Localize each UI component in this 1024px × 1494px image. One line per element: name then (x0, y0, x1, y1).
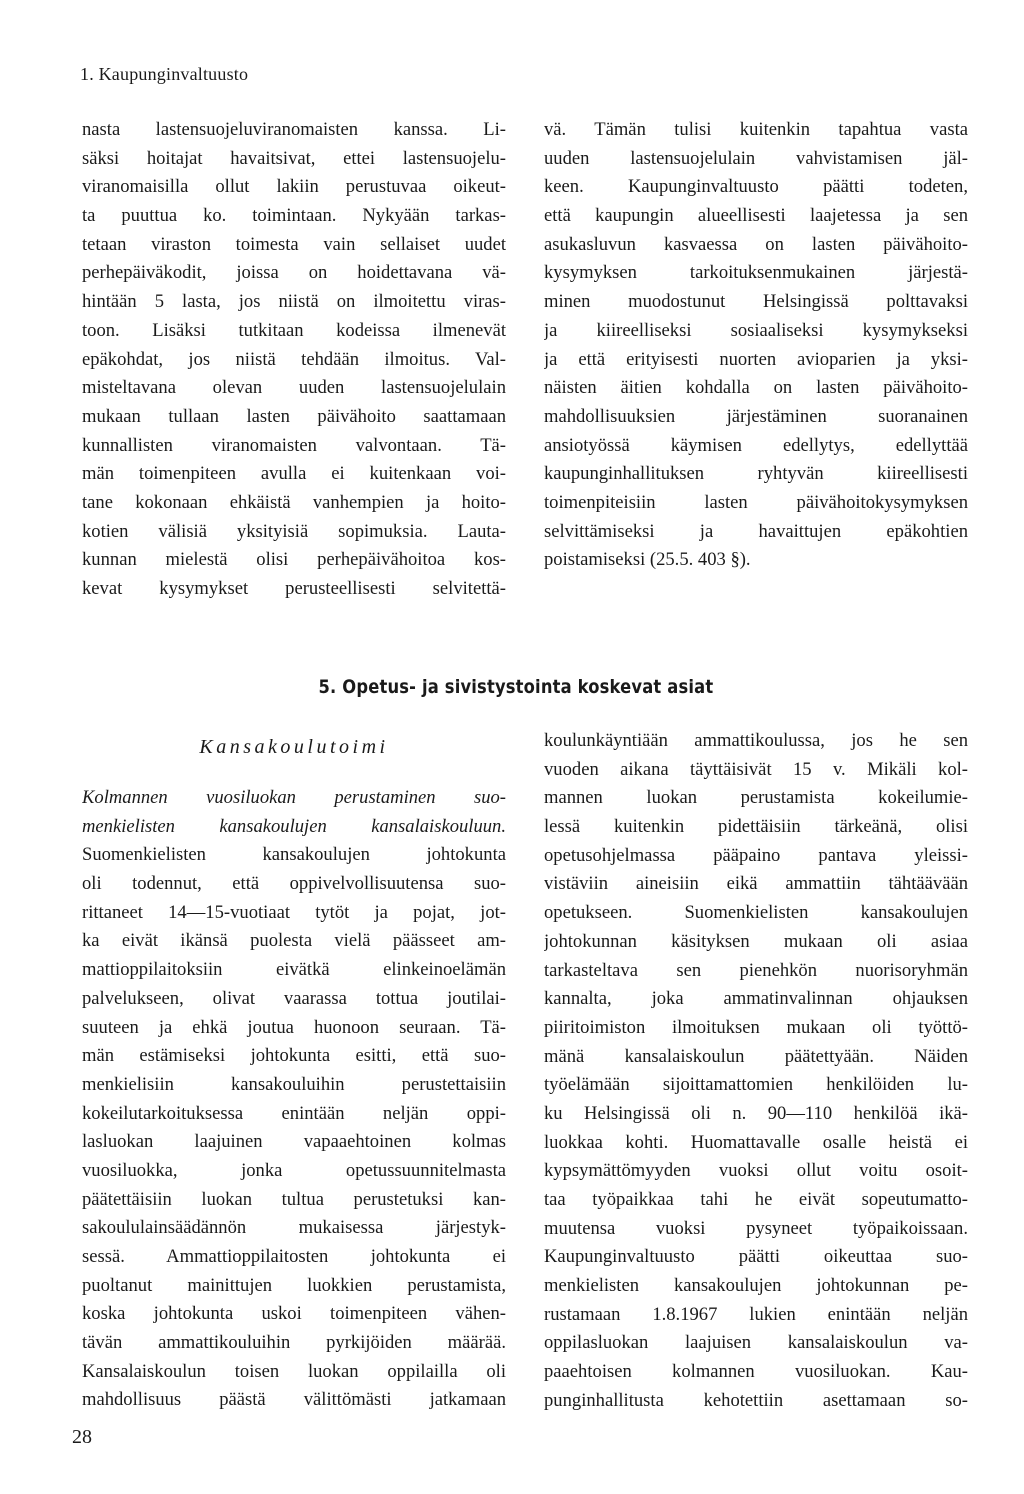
text-line: piiritoimiston ilmoituksen mukaan oli työttö- (544, 1016, 968, 1038)
text-line: säksi hoitajat havaitsivat, ettei lastensuojelu- (82, 147, 506, 169)
section-title: 5. Opetus- ja sivistystointa koskevat asiat (318, 676, 714, 698)
text-line: kotien välisiä yksityisiä sopimuksia. Lauta- (82, 520, 506, 542)
text-line: Suomenkielisten kansakoulujen johtokunta (82, 844, 506, 866)
text-line: viranomaisilla ollut lakiin perustuvaa oikeut- (82, 176, 506, 198)
text-line: johtokunnan käsityksen mukaan oli asiaa (544, 930, 968, 952)
text-line: luokkaa kohti. Huomattavalle osalle heistä ei (544, 1131, 968, 1153)
text-line: opetukseen. Suomenkielisten kansakoulujen (544, 902, 968, 924)
text-line: uuden lastensuojelulain vahvistamisen jäl- (544, 147, 968, 169)
text-line: vuoden aikana täyttäisivät 15 v. Mikäli kol- (544, 758, 968, 780)
text-line: kaupunginhallituksen ryhtyvän kiireellisesti (544, 463, 968, 485)
text-line: menkielisiin kansakouluihin perustettaisiin (82, 1073, 506, 1095)
text-line: vistäviin aineisiin eikä ammattiin tähtäävään (544, 873, 968, 895)
text-line: taa työpaikkaa tahi he eivät sopeutumatto- (544, 1189, 968, 1210)
subsection-heading: Kansakoulutoimi (199, 736, 389, 758)
text-line: poistamiseksi (25.5. 403 §). (544, 549, 751, 571)
text-line: muutensa vuoksi pysyneet työpaikoissaan. (544, 1217, 968, 1239)
text-line: menkielisten kansakoulujen johtokunnan pe- (544, 1275, 968, 1297)
text-line: palvelukseen, olivat vaarassa tottua joutilai- (82, 987, 506, 1009)
text-line: tetaan viraston toimesta vain sellaiset uudet (82, 233, 506, 255)
text-line: Kaupunginvaltuusto päätti oikeuttaa suo- (544, 1246, 968, 1268)
text-line: Kolmannen vuosiluokan perustaminen suo- (82, 787, 506, 808)
text-line: ta puuttua ko. toimintaan. Nykyään tarkas- (82, 205, 506, 227)
text-line: päätettäisiin luokan tultua perustetuksi kan- (82, 1188, 506, 1210)
text-line: suuteen ja ehkä joutua huonoon seuraan. Tä- (82, 1016, 506, 1038)
text-line: ja kiireelliseksi sosiaaliseksi kysymykseksi (544, 319, 968, 341)
text-line: Kansalaiskoulun toisen luokan oppilailla oli (82, 1360, 506, 1382)
text-line: punginhallitusta kehotettiin asettamaan so- (544, 1389, 968, 1411)
running-header: 1. Kaupunginvaltuusto (80, 64, 249, 84)
text-line: ka eivät ikänsä puolesta vielä päässeet am- (82, 930, 506, 952)
text-line: lessä kuitenkin pidettäisiin tärkeänä, olisi (544, 816, 968, 838)
text-line: mänä kansalaiskoulun päätettyään. Näiden (544, 1045, 968, 1067)
text-line: että kaupungin alueellisesti laajetessa ja sen (544, 205, 968, 227)
text-line: rustamaan 1.8.1967 lukien enintään neljän (544, 1303, 968, 1325)
text-line: rittaneet 14—15-vuotiaat tytöt ja pojat, jot- (82, 901, 506, 923)
text-line: kysymyksen tarkoituksenmukainen järjestä- (544, 262, 968, 284)
text-line: sakoululainsäädännön mukaisessa järjestyk- (82, 1217, 506, 1239)
text-line: toon. Lisäksi tutkitaan kodeissa ilmenevät (82, 319, 506, 341)
text-line: kokeilutarkoituksessa enintään neljän oppi- (82, 1102, 506, 1124)
text-line: paaehtoisen kolmannen vuosiluokan. Kau- (544, 1361, 968, 1383)
text-line: lasluokan laajuinen vapaaehtoinen kolmas (82, 1131, 506, 1153)
text-line: vä. Tämän tulisi kuitenkin tapahtua vasta (544, 119, 968, 140)
text-line: näisten äitien kohdalla on lasten päivähoito- (544, 377, 968, 399)
text-line: toimenpiteisiin lasten päivähoitokysymyksen (544, 491, 968, 513)
text-line: hintään 5 lasta, jos niistä on ilmoitettu viras- (82, 291, 506, 313)
text-line: nasta lastensuojeluviranomaisten kanssa. Li- (82, 119, 506, 140)
text-line: selvittämiseksi ja havaittujen epäkohtien (544, 520, 968, 542)
text-line: epäkohdat, jos niistä tehdään ilmoitus. Val- (82, 348, 506, 370)
text-line: mahdollisuuksien järjestäminen suoranainen (544, 405, 968, 427)
text-line: kevat kysymykset perusteellisesti selvitettä- (82, 578, 506, 599)
text-line: mannen luokan perustamista kokeilumie- (544, 787, 968, 809)
text-line: oli todennut, että oppivelvollisuutensa suo- (82, 873, 506, 895)
page-number: 28 (72, 1426, 92, 1448)
text-line: tane kokonaan ehkäistä vanhempien ja hoito- (82, 491, 506, 513)
text-line: tarkasteltava sen pienehkön nuorisoryhmän (544, 959, 968, 981)
text-line: koska johtokunta uskoi toimenpiteen vähen- (82, 1303, 506, 1325)
text-line: vuosiluokka, jonka opetussuunnitelmasta (82, 1159, 506, 1181)
text-line: mukaan tullaan lasten päivähoito saattamaan (82, 405, 506, 427)
text-line: män toimenpiteen avulla ei kuitenkaan voi- (82, 463, 506, 485)
text-line: ansiotyössä käymisen edellytys, edellyttää (544, 434, 968, 456)
text-line: ku Helsingissä oli n. 90—110 henkilöä ikä- (544, 1102, 968, 1124)
text-line: kannalta, joka ammatinvalinnan ohjauksen (544, 988, 968, 1010)
top-right-column (544, 116, 968, 575)
text-line: oppilasluokan laajuisen kansalaiskoulun va- (544, 1332, 968, 1354)
text-line: puoltanut mainittujen luokkien perustamista, (82, 1274, 506, 1296)
text-line: mahdollisuus päästä välittömästi jatkamaan (82, 1389, 506, 1411)
top-left-column (82, 116, 506, 604)
text-line: män estämiseksi johtokunta esitti, että suo- (82, 1045, 506, 1067)
text-line: opetusohjelmassa pääpaino pantava yleissi- (544, 844, 968, 866)
text-line: työelämään sijoittamattomien henkilöiden lu- (544, 1074, 968, 1096)
bottom-left-column (82, 784, 506, 1415)
text-line: ja että erityisesti nuorten avioparien ja yksi- (544, 348, 968, 370)
text-line: kunnan mielestä olisi perhepäivähoitoa kos- (82, 549, 506, 571)
text-line: misteltavana olevan uuden lastensuojelulain (82, 377, 506, 399)
text-line: keen. Kaupunginvaltuusto päätti todeten, (544, 176, 968, 198)
text-line: sessä. Ammattioppilaitosten johtokunta ei (82, 1246, 506, 1267)
text-line: perhepäiväkodit, joissa on hoidettavana vä- (82, 262, 506, 284)
text-line: kunnallisten viranomaisten valvontaan. Tä- (82, 434, 506, 456)
text-line: asukasluvun kasvaessa on lasten päivähoito- (544, 233, 968, 255)
text-line: kypsymättömyyden vuoksi ollut voitu osoit- (544, 1160, 968, 1182)
text-line: tävän ammattikouluihin pyrkijöiden määrää. (82, 1332, 506, 1354)
text-line: minen muodostunut Helsingissä polttavaksi (544, 291, 968, 313)
bottom-right-column (544, 727, 968, 1416)
text-line: koulunkäyntiään ammattikoulussa, jos he sen (544, 730, 968, 751)
text-line: mattioppilaitoksiin eivätkä elinkeinoelämän (82, 959, 506, 981)
text-line: menkielisten kansakoulujen kansalaiskouluun. (82, 815, 506, 837)
